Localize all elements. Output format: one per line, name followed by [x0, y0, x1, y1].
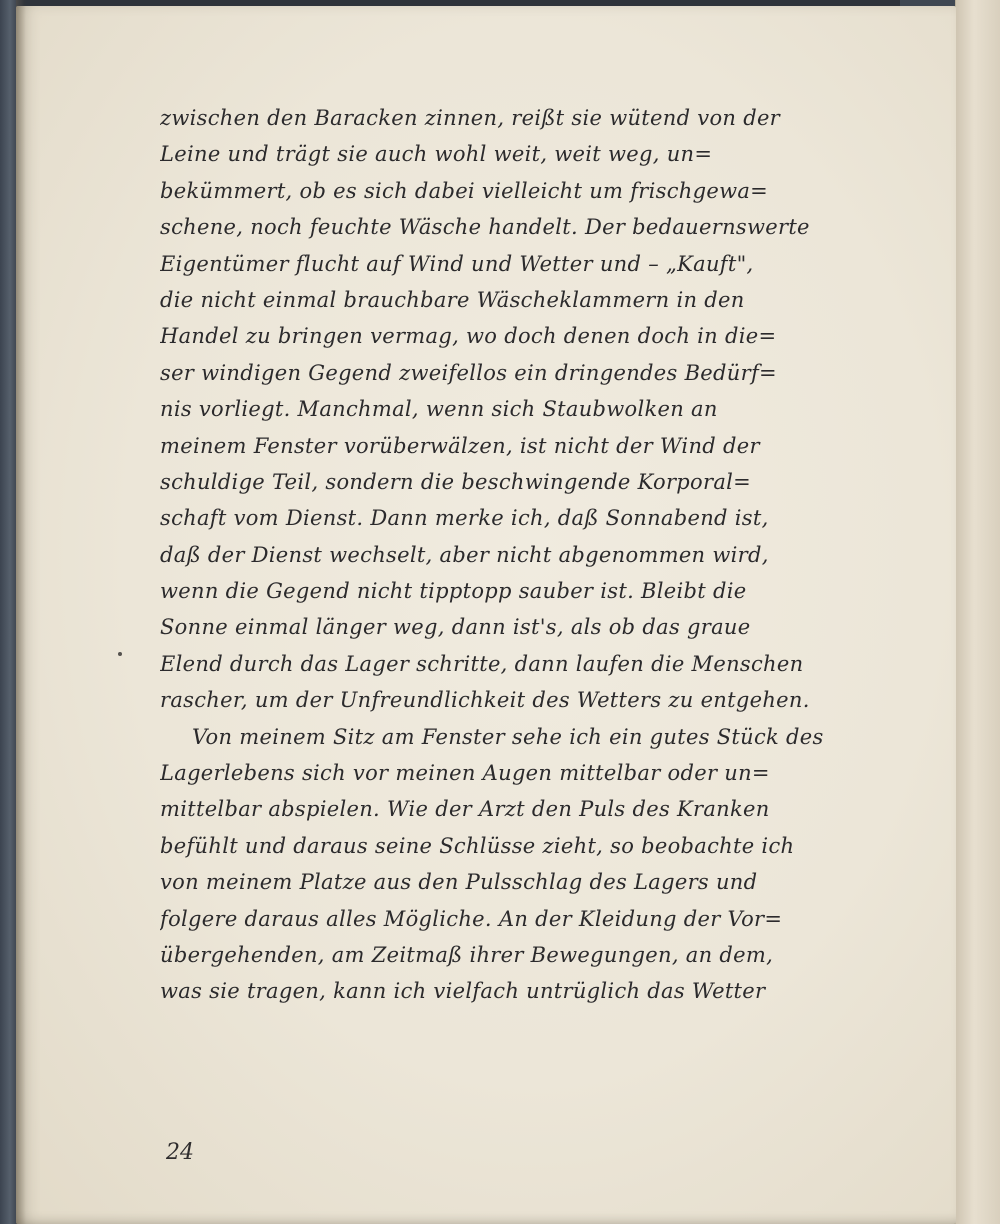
text-line: befühlt und daraus seine Schlüsse zieht, so beobachte ich: [160, 833, 795, 858]
text-line: Eigentümer flucht auf Wind und Wetter und – „Kauft",: [160, 251, 754, 276]
text-line: übergehenden, am Zeitmaß ihrer Bewegungen, an dem,: [160, 942, 774, 967]
text-line: Leine und trägt sie auch wohl weit, weit weg, un=: [160, 142, 713, 167]
text-line: mittelbar abspielen. Wie der Arzt den Puls des Kranken: [160, 797, 770, 822]
text-line: wenn die Gegend nicht tipptopp sauber ist. Bleibt die: [160, 579, 747, 604]
text-line: daß der Dienst wechselt, aber nicht abgenommen wird,: [160, 542, 769, 567]
text-line: von meinem Platze aus den Pulsschlag des Lagers und: [160, 870, 758, 895]
margin-dot: [118, 652, 122, 656]
text-line: rascher, um der Unfreundlichkeit des Wetters zu entgehen.: [160, 688, 810, 713]
text-line: folgere daraus alles Mögliche. An der Kleidung der Vor=: [160, 906, 783, 931]
page-number: 24: [166, 1140, 194, 1165]
text-line: was sie tragen, kann ich vielfach untrüglich das Wetter: [160, 979, 766, 1004]
text-line: zwischen den Baracken zinnen, reißt sie wütend von der: [160, 106, 781, 130]
handwritten-text-block: [160, 100, 900, 1110]
text-line: schuldige Teil, sondern die beschwingende Korporal=: [160, 469, 752, 494]
text-line: meinem Fenster vorüberwälzen, ist nicht der Wind der: [160, 433, 760, 458]
adjacent-page-edge: [955, 0, 1000, 1224]
text-line: schene, noch feuchte Wäsche handelt. Der bedauernswerte: [160, 215, 810, 240]
text-line: Von meinem Sitz am Fenster sehe ich ein gutes Stück des: [192, 724, 824, 749]
text-line: ser windigen Gegend zweifellos ein dringendes Bedürf=: [160, 360, 777, 385]
text-line: Sonne einmal länger weg, dann ist's, als ob das graue: [160, 615, 751, 640]
text-line: Lagerlebens sich vor meinen Augen mittelbar oder un=: [160, 761, 770, 786]
text-line: schaft vom Dienst. Dann merke ich, daß Sonnabend ist,: [160, 506, 769, 531]
text-line: bekümmert, ob es sich dabei vielleicht um frischgewa=: [160, 178, 769, 203]
text-line: Elend durch das Lager schritte, dann laufen die Menschen: [160, 651, 804, 676]
binding-shadow: [16, 0, 26, 1224]
text-line: die nicht einmal brauchbare Wäscheklammern in den: [160, 287, 745, 312]
text-line: Handel zu bringen vermag, wo doch denen doch in die=: [160, 324, 777, 349]
text-line: nis vorliegt. Manchmal, wenn sich Staubwolken an: [160, 397, 718, 422]
